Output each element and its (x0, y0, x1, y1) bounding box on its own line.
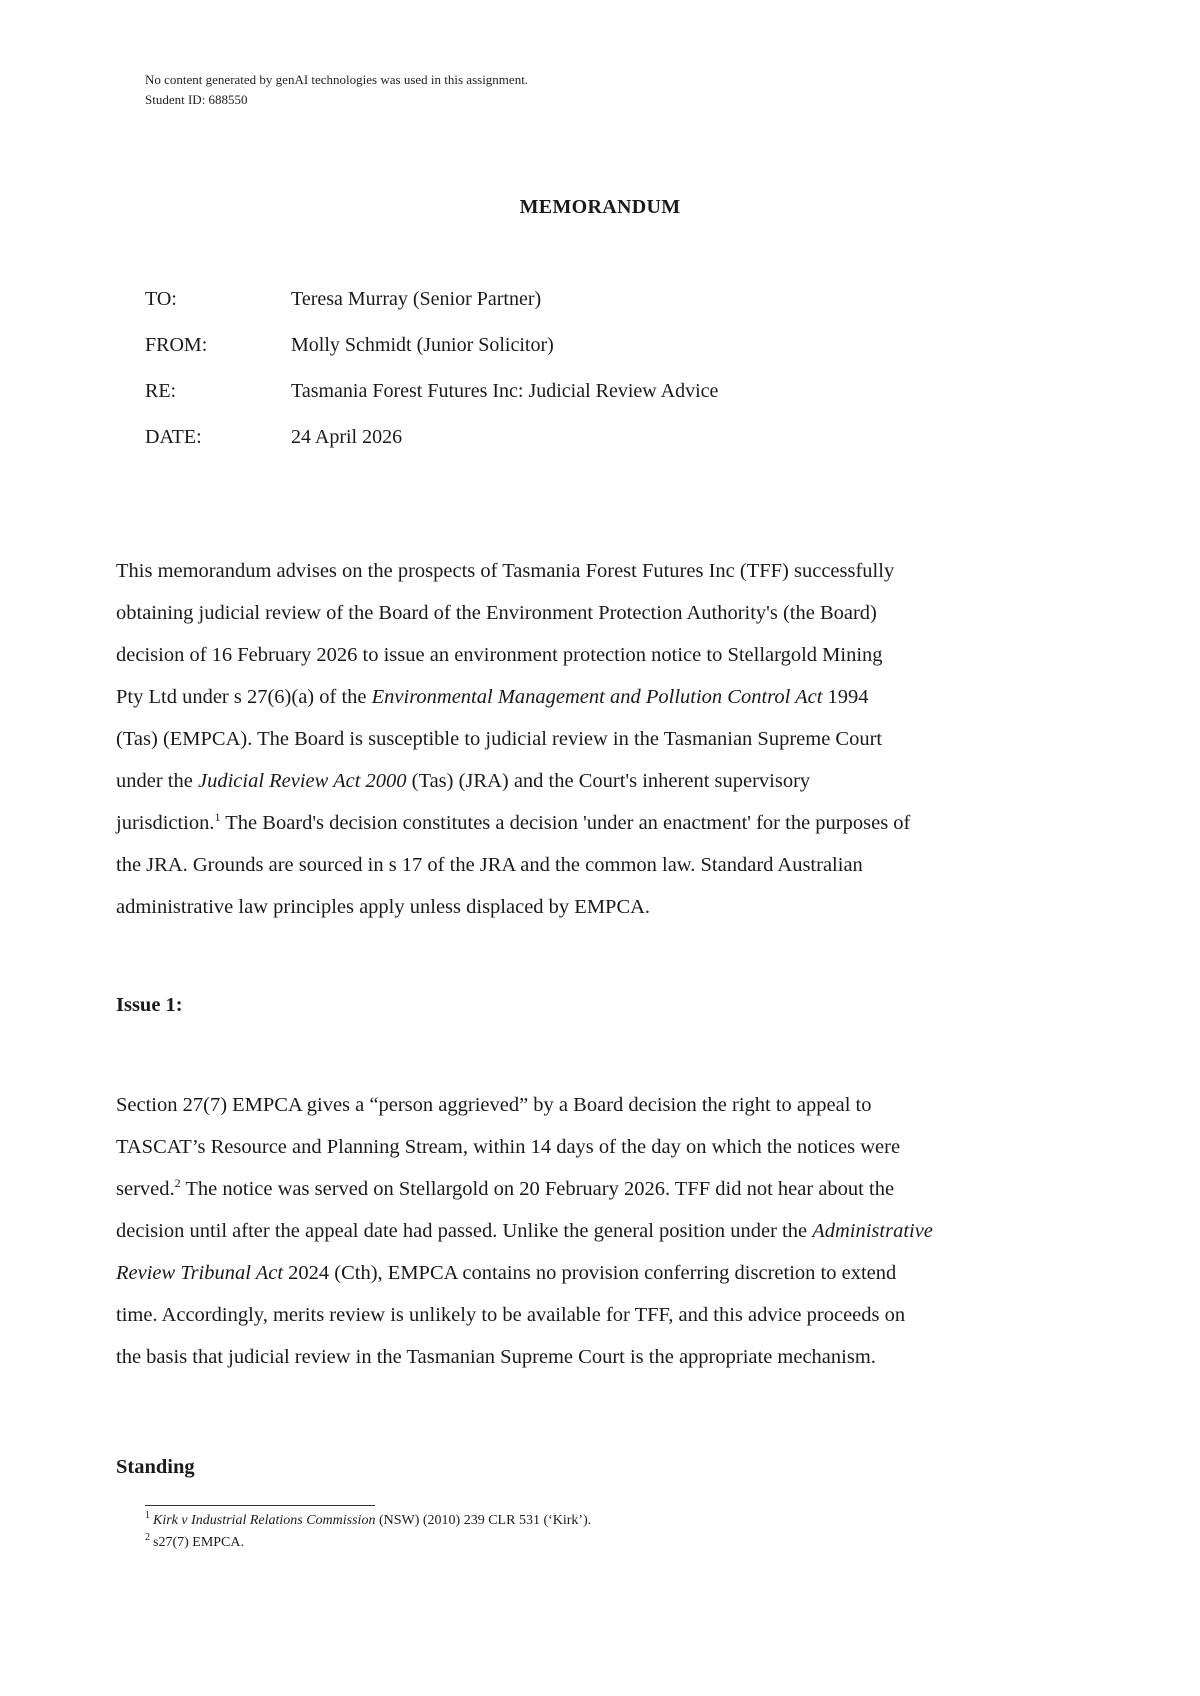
standing-heading: Standing (116, 1456, 195, 1478)
intro-line: obtaining judicial review of the Board of the Environment Protection Authority's (the Board) (116, 602, 877, 624)
jra-act-title: Judicial Review Act 2000 (197, 770, 407, 792)
issue-text: The notice was served on Stellargold on 20 February 2026. TFF did not hear about the (180, 1178, 895, 1200)
memo-label-to: TO: (145, 288, 177, 310)
case-name: Kirk v Industrial Relations Commission (153, 1513, 376, 1528)
memo-value-date: 24 April 2026 (291, 426, 403, 448)
footnote-1 (145, 1510, 591, 1532)
memo-row-from (145, 334, 718, 380)
memo-row-re (145, 380, 718, 426)
art-act-title: Administrative (812, 1220, 933, 1242)
footnote-separator (145, 1505, 375, 1506)
issue-line (116, 1252, 1086, 1294)
issue-1-heading: Issue 1: (116, 994, 183, 1016)
memo-row-to (145, 288, 718, 334)
intro-line (116, 760, 1086, 802)
student-id: Student ID: 688550 (145, 92, 248, 107)
memo-row-date (145, 426, 718, 472)
intro-line: the JRA. Grounds are sourced in s 17 of the JRA and the common law. Standard Australian (116, 854, 863, 876)
memo-label-date: DATE: (145, 426, 202, 448)
issue-line (116, 1210, 1086, 1252)
footnote-ref-2[interactable]: 2 (174, 1176, 181, 1191)
memo-value-from: Molly Schmidt (Junior Solicitor) (291, 334, 554, 356)
footnote-ref-1[interactable]: 1 (214, 810, 221, 825)
intro-line (116, 676, 1086, 718)
memo-label-from: FROM: (145, 334, 208, 356)
issue-text: 2024 (Cth), EMPCA contains no provision conferring discretion to extend (283, 1262, 897, 1284)
issue-line: Section 27(7) EMPCA gives a “person aggrieved” by a Board decision the right to appeal to (116, 1094, 872, 1116)
footnotes (145, 1510, 591, 1554)
issue-1-paragraph (116, 1084, 1086, 1378)
intro-text: Pty Ltd under s 27(6)(a) of the (116, 686, 372, 708)
memo-title: MEMORANDUM (519, 196, 681, 218)
issue-line: TASCAT’s Resource and Planning Stream, within 14 days of the day on which the notices were (116, 1136, 901, 1158)
intro-text: (Tas) (JRA) and the Court's inherent supervisory (406, 770, 811, 792)
intro-line (116, 802, 1086, 844)
footnote-text: s27(7) EMPCA. (153, 1535, 245, 1550)
intro-paragraph (116, 550, 1086, 928)
intro-text: 1994 (822, 686, 869, 708)
issue-line (116, 1168, 1086, 1210)
memo-value-to: Teresa Murray (Senior Partner) (291, 288, 542, 310)
intro-line: decision of 16 February 2026 to issue an environment protection notice to Stellargold Mining (116, 644, 883, 666)
intro-text: under the (116, 770, 198, 792)
memo-header-table (145, 288, 718, 472)
issue-line: the basis that judicial review in the Tasmanian Supreme Court is the appropriate mechanism. (116, 1346, 876, 1368)
header-meta (145, 70, 528, 110)
intro-line: This memorandum advises on the prospects of Tasmania Forest Futures Inc (TFF) successfully (116, 560, 895, 582)
ai-statement: No content generated by genAI technologies was used in this assignment. (145, 72, 529, 87)
issue-line: time. Accordingly, merits review is unlikely to be available for TFF, and this advice proceeds on (116, 1304, 906, 1326)
intro-line: administrative law principles apply unless displaced by EMPCA. (116, 896, 651, 918)
empca-act-title: Environmental Management and Pollution Control Act (371, 686, 823, 708)
intro-text: The Board's decision constitutes a decision 'under an enactment' for the purposes of (220, 812, 911, 834)
footnote-2 (145, 1532, 591, 1554)
footnote-number: 2 (145, 1532, 150, 1544)
intro-line: (Tas) (EMPCA). The Board is susceptible to judicial review in the Tasmanian Supreme Court (116, 728, 883, 750)
footnote-text: (NSW) (2010) 239 CLR 531 (‘Kirk’). (375, 1513, 592, 1528)
art-act-title: Review Tribunal Act (116, 1262, 284, 1284)
footnote-number: 1 (145, 1510, 150, 1522)
issue-text: served. (116, 1178, 175, 1200)
intro-text: jurisdiction. (116, 812, 215, 834)
memo-value-re: Tasmania Forest Futures Inc: Judicial Review Advice (291, 380, 719, 402)
issue-text: decision until after the appeal date had passed. Unlike the general position under the (116, 1220, 813, 1242)
memo-label-re: RE: (145, 380, 177, 402)
